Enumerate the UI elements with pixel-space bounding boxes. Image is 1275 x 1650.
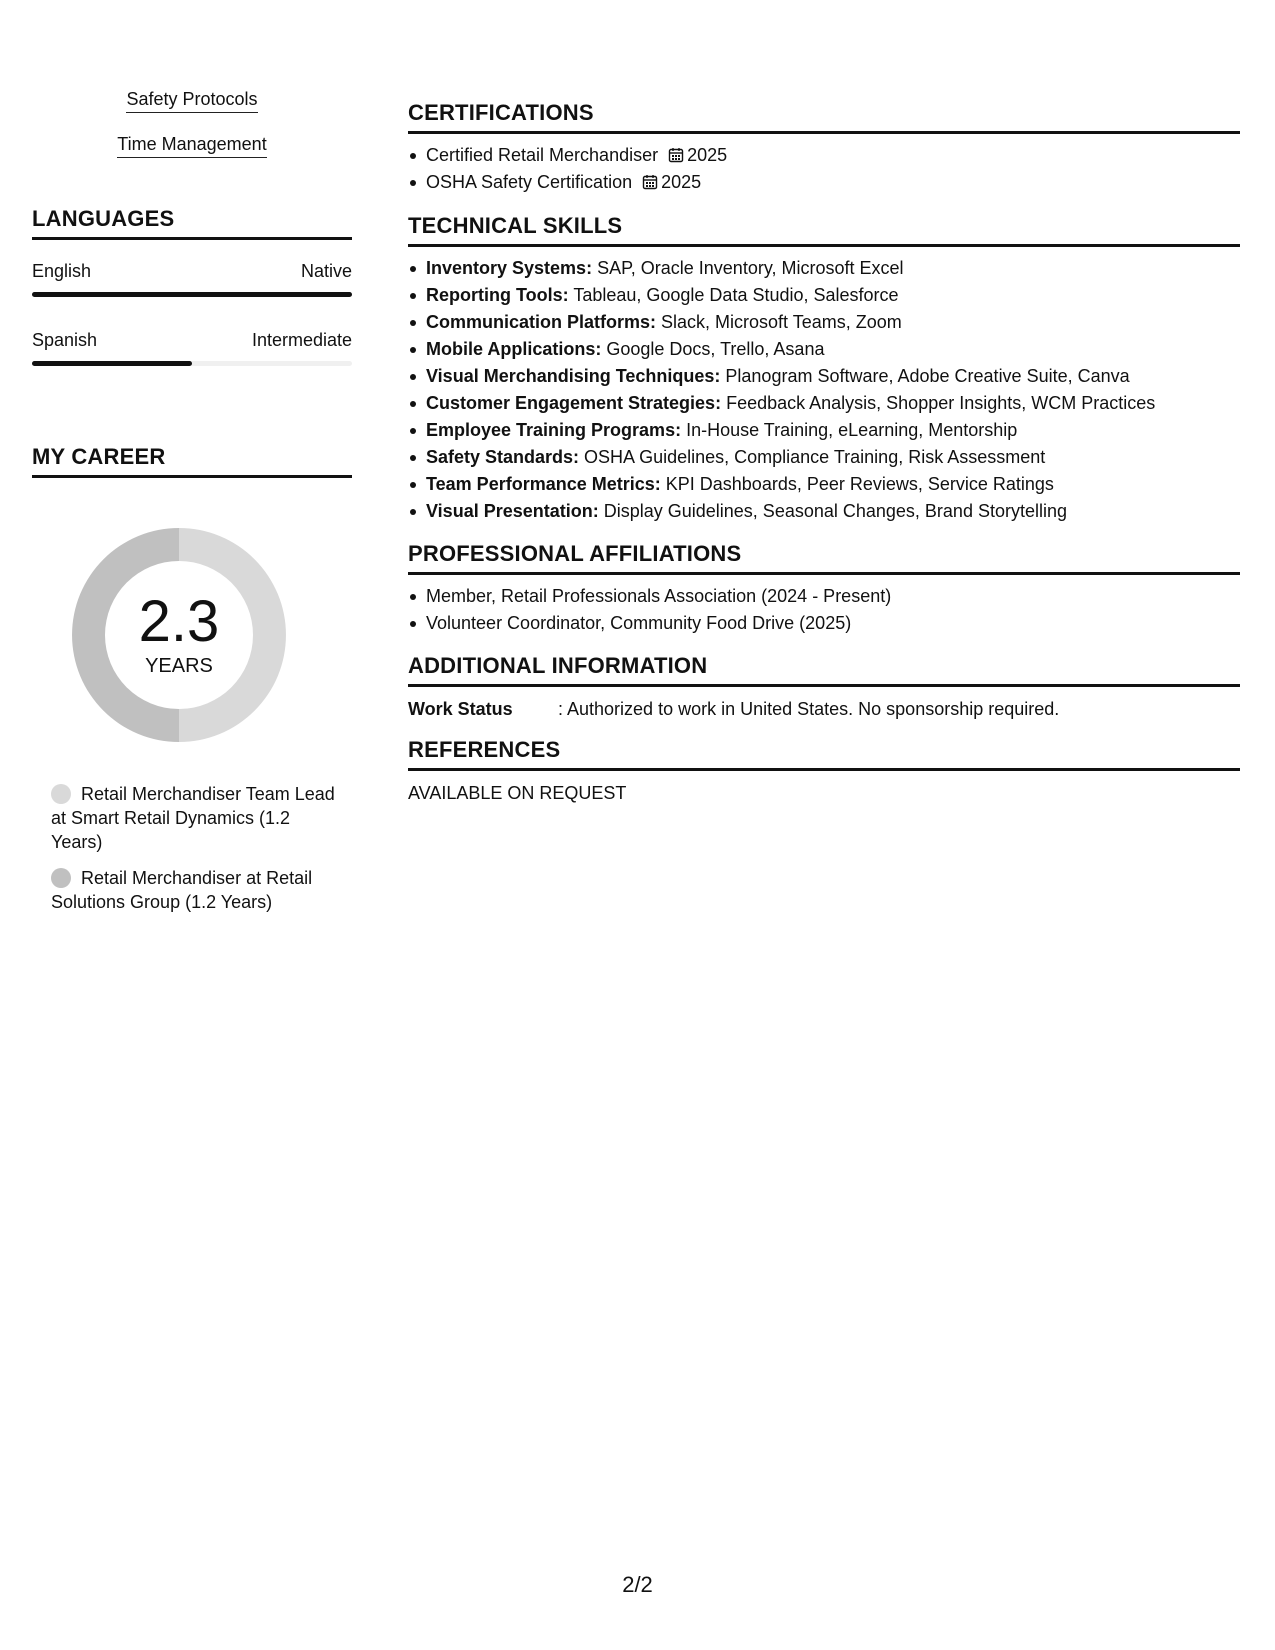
- additional-info-section: [408, 653, 1240, 721]
- skill-values: KPI Dashboards, Peer Reviews, Service Ratings: [660, 474, 1054, 494]
- work-status-label: Work Status: [408, 699, 513, 719]
- technical-skills-heading: TECHNICAL SKILLS: [408, 213, 1240, 247]
- certification-name: OSHA Safety Certification: [426, 172, 633, 192]
- certification-year: 2025: [661, 172, 702, 192]
- language-row: [32, 260, 352, 297]
- technical-skills-section: [408, 213, 1240, 525]
- work-status-row: [408, 697, 1240, 721]
- skill-category: Visual Merchandising Techniques:: [426, 366, 721, 386]
- skill-category: Employee Training Programs:: [426, 420, 682, 440]
- career-heading: MY CAREER: [32, 444, 352, 478]
- technical-skill-item: [408, 390, 1240, 417]
- technical-skill-item: [408, 444, 1240, 471]
- technical-skill-item: [408, 417, 1240, 444]
- skill-link-time-management[interactable]: Time Management: [117, 133, 266, 158]
- certification-name: Certified Retail Merchandiser: [426, 145, 659, 165]
- technical-skill-item: [408, 363, 1240, 390]
- skill-category: Inventory Systems:: [426, 258, 593, 278]
- career-total-years: 2.3: [138, 589, 220, 654]
- skill-category: Reporting Tools:: [426, 285, 569, 305]
- technical-skill-item: [408, 336, 1240, 363]
- work-status-value: : Authorized to work in United States. No sponsorship required.: [558, 699, 1060, 719]
- technical-skill-item: [408, 282, 1240, 309]
- skill-values: Planogram Software, Adobe Creative Suite, Canva: [720, 366, 1130, 386]
- language-name: English: [32, 261, 92, 281]
- certification-year: 2025: [687, 145, 728, 165]
- languages-heading: LANGUAGES: [32, 206, 352, 240]
- skill-values: Feedback Analysis, Shopper Insights, WCM Practices: [721, 393, 1156, 413]
- skill-category: Customer Engagement Strategies:: [426, 393, 722, 413]
- technical-skill-item: [408, 309, 1240, 336]
- skill-category: Mobile Applications:: [426, 339, 602, 359]
- skill-category: Visual Presentation:: [426, 501, 599, 521]
- career-years-unit: YEARS: [145, 655, 213, 677]
- legend-dot-icon: [51, 784, 71, 804]
- career-legend-label: Retail Merchandiser at Retail Solutions Group (1.2 Years): [51, 868, 313, 912]
- skill-values: Display Guidelines, Seasonal Changes, Brand Storytelling: [598, 501, 1067, 521]
- skill-values: SAP, Oracle Inventory, Microsoft Excel: [592, 258, 904, 278]
- career-section: [32, 444, 352, 914]
- left-column: [32, 0, 352, 914]
- affiliations-section: [408, 541, 1240, 637]
- language-proficiency-fill: [32, 292, 352, 297]
- language-name: Spanish: [32, 330, 98, 350]
- certifications-heading: CERTIFICATIONS: [408, 100, 1240, 134]
- skill-category: Team Performance Metrics:: [426, 474, 661, 494]
- language-proficiency-bar: [32, 361, 352, 366]
- technical-skill-item: [408, 498, 1240, 525]
- certification-item: [408, 169, 1240, 196]
- right-column: [408, 0, 1240, 805]
- career-legend-item: [51, 782, 341, 854]
- career-legend: [32, 782, 352, 914]
- language-proficiency-bar: [32, 292, 352, 297]
- references-text: AVAILABLE ON REQUEST: [408, 783, 627, 803]
- affiliation-item: Volunteer Coordinator, Community Food Drive (2025): [408, 610, 1240, 637]
- technical-skill-item: [408, 255, 1240, 282]
- page-number: 2/2: [622, 1572, 653, 1597]
- references-heading: REFERENCES: [408, 737, 1240, 771]
- skill-values: Tableau, Google Data Studio, Salesforce: [568, 285, 899, 305]
- career-donut-chart: [66, 522, 292, 748]
- skill-category: Safety Standards:: [426, 447, 580, 467]
- career-legend-item: [51, 866, 341, 914]
- skill-link-safety-protocols[interactable]: Safety Protocols: [126, 88, 257, 113]
- language-row: [32, 329, 352, 366]
- technical-skill-item: [408, 471, 1240, 498]
- skill-links: [32, 0, 352, 158]
- legend-dot-icon: [51, 868, 71, 888]
- skill-values: Slack, Microsoft Teams, Zoom: [656, 312, 902, 332]
- affiliations-heading: PROFESSIONAL AFFILIATIONS: [408, 541, 1240, 575]
- language-level: Native: [300, 261, 352, 281]
- calendar-icon: [668, 147, 684, 163]
- skill-values: Google Docs, Trello, Asana: [601, 339, 825, 359]
- affiliation-item: Member, Retail Professionals Association (2024 - Present): [408, 583, 1240, 610]
- languages-section: [32, 206, 352, 366]
- references-section: [408, 737, 1240, 805]
- certification-item: [408, 142, 1240, 169]
- language-proficiency-fill: [32, 361, 192, 366]
- skill-category: Communication Platforms:: [426, 312, 657, 332]
- additional-info-heading: ADDITIONAL INFORMATION: [408, 653, 1240, 687]
- career-legend-label: Retail Merchandiser Team Lead at Smart Retail Dynamics (1.2 Years): [51, 784, 335, 852]
- skill-values: In-House Training, eLearning, Mentorship: [681, 420, 1018, 440]
- skill-values: OSHA Guidelines, Compliance Training, Risk Assessment: [579, 447, 1046, 467]
- certifications-section: [408, 100, 1240, 196]
- calendar-icon: [642, 174, 658, 190]
- language-level: Intermediate: [251, 330, 352, 350]
